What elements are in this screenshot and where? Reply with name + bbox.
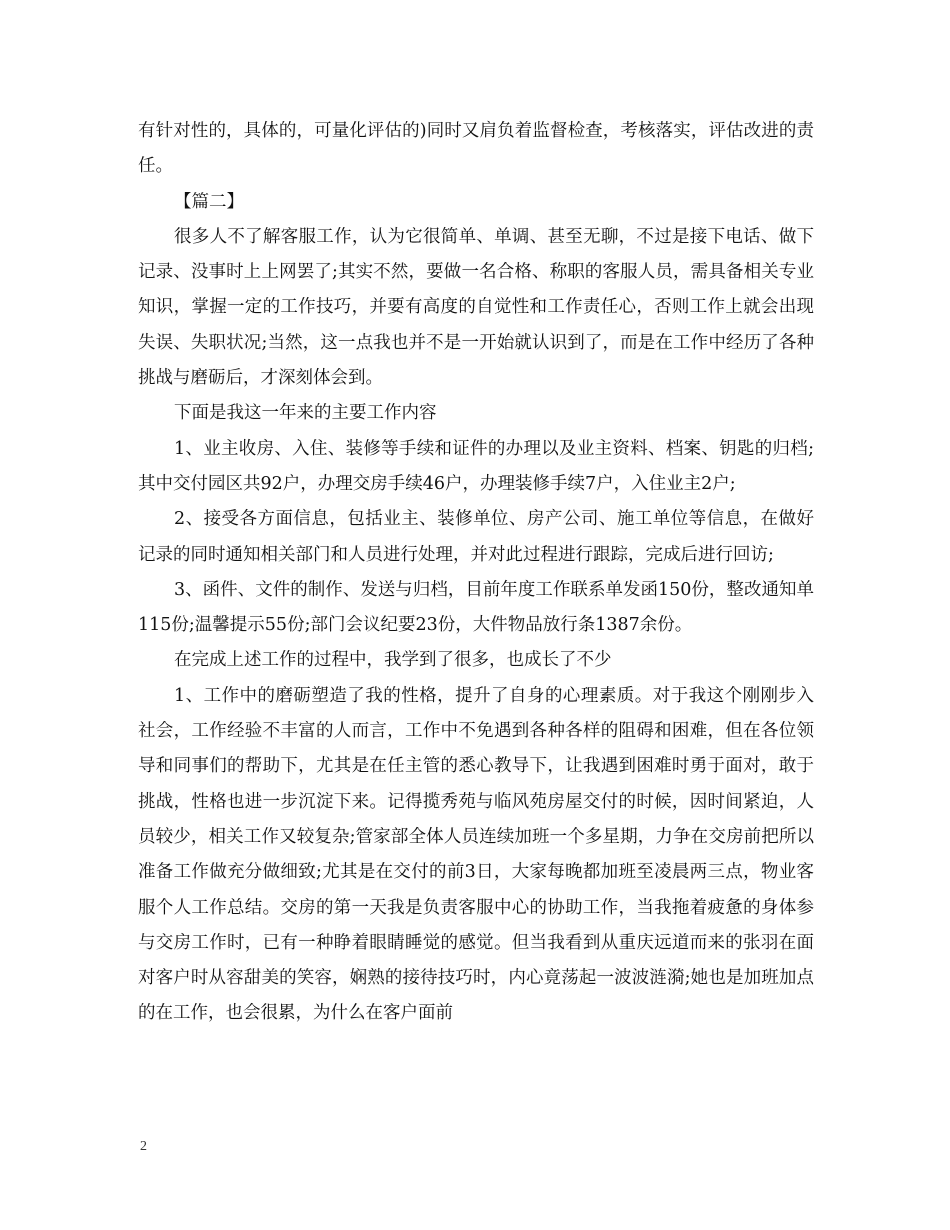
paragraph: 很多人不了解客服工作，认为它很简单、单调、甚至无聊，不过是接下电话、做下记录、没事时上上网罢了;其实不然，要做一名合格、称职的客服人员，需具备相关专业知识，掌握一定的工作技巧，并要有高度的自觉性和工作责任心，否则工作上就会出现失误、失职状况;当然，这一点我也并不是一开始就认识到了，而是在工作中经历了各种挑战与磨砺后，才深刻体会到。: [138, 226, 814, 389]
paragraph: 有针对性的，具体的，可量化评估的)同时又肩负着监督检查，考核落实，评估改进的责任。: [138, 121, 814, 177]
list-item: 2、接受各方面信息，包括业主、装修单位、房产公司、施工单位等信息，在做好记录的同时通知相关部门和人员进行处理，并对此过程进行跟踪，完成后进行回访;: [138, 509, 814, 565]
list-item: 1、业主收房、入住、装修等手续和证件的办理以及业主资料、档案、钥匙的归档;其中交付园区共92户，办理交房手续46户，办理装修手续7户，入住业主2户;: [138, 438, 814, 494]
list-item: 3、函件、文件的制作、发送与归档，目前年度工作联系单发函150份，整改通知单115份;温馨提示55份;部门会议纪要23份，大件物品放行条1387余份。: [138, 579, 814, 636]
section-heading: 【篇二】: [174, 191, 244, 212]
paragraph: 在完成上述工作的过程中，我学到了很多，也成长了不少: [174, 650, 612, 671]
paragraph: 下面是我这一年来的主要工作内容: [174, 403, 437, 424]
document-body: [138, 114, 814, 1032]
page-number: 2: [140, 1139, 147, 1154]
list-item: 1、工作中的磨砺塑造了我的性格，提升了自身的心理素质。对于我这个刚刚步入社会，工作经验不丰富的人而言，工作中不免遇到各种各样的阻碍和困难，但在各位领导和同事们的帮助下，尤其是在任主管的悉心教导下，让我遇到困难时勇于面对，敢于挑战，性格也进一步沉淀下来。记得揽秀苑与临风苑房屋交付的时候，因时间紧迫，人员较少，相关工作又较复杂;管家部全体人员连续加班一个多星期，力争在交房前把所以准备工作做充分做细致;尤其是在交付的前3日，大家每晚都加班至凌晨两三点，物业客服个人工作总结。交房的第一天我是负责客服中心的协助工作，当我拖着疲惫的身体参与交房工作时，已有一种睁着眼睛睡觉的感觉。但当我看到从重庆远道而来的张羽在面对客户时从容甜美的笑容，娴熟的接待技巧时，内心竟荡起一波波涟漪;她也是加班加点的在工作，也会很累，为什么在客户面前: [138, 685, 814, 1024]
